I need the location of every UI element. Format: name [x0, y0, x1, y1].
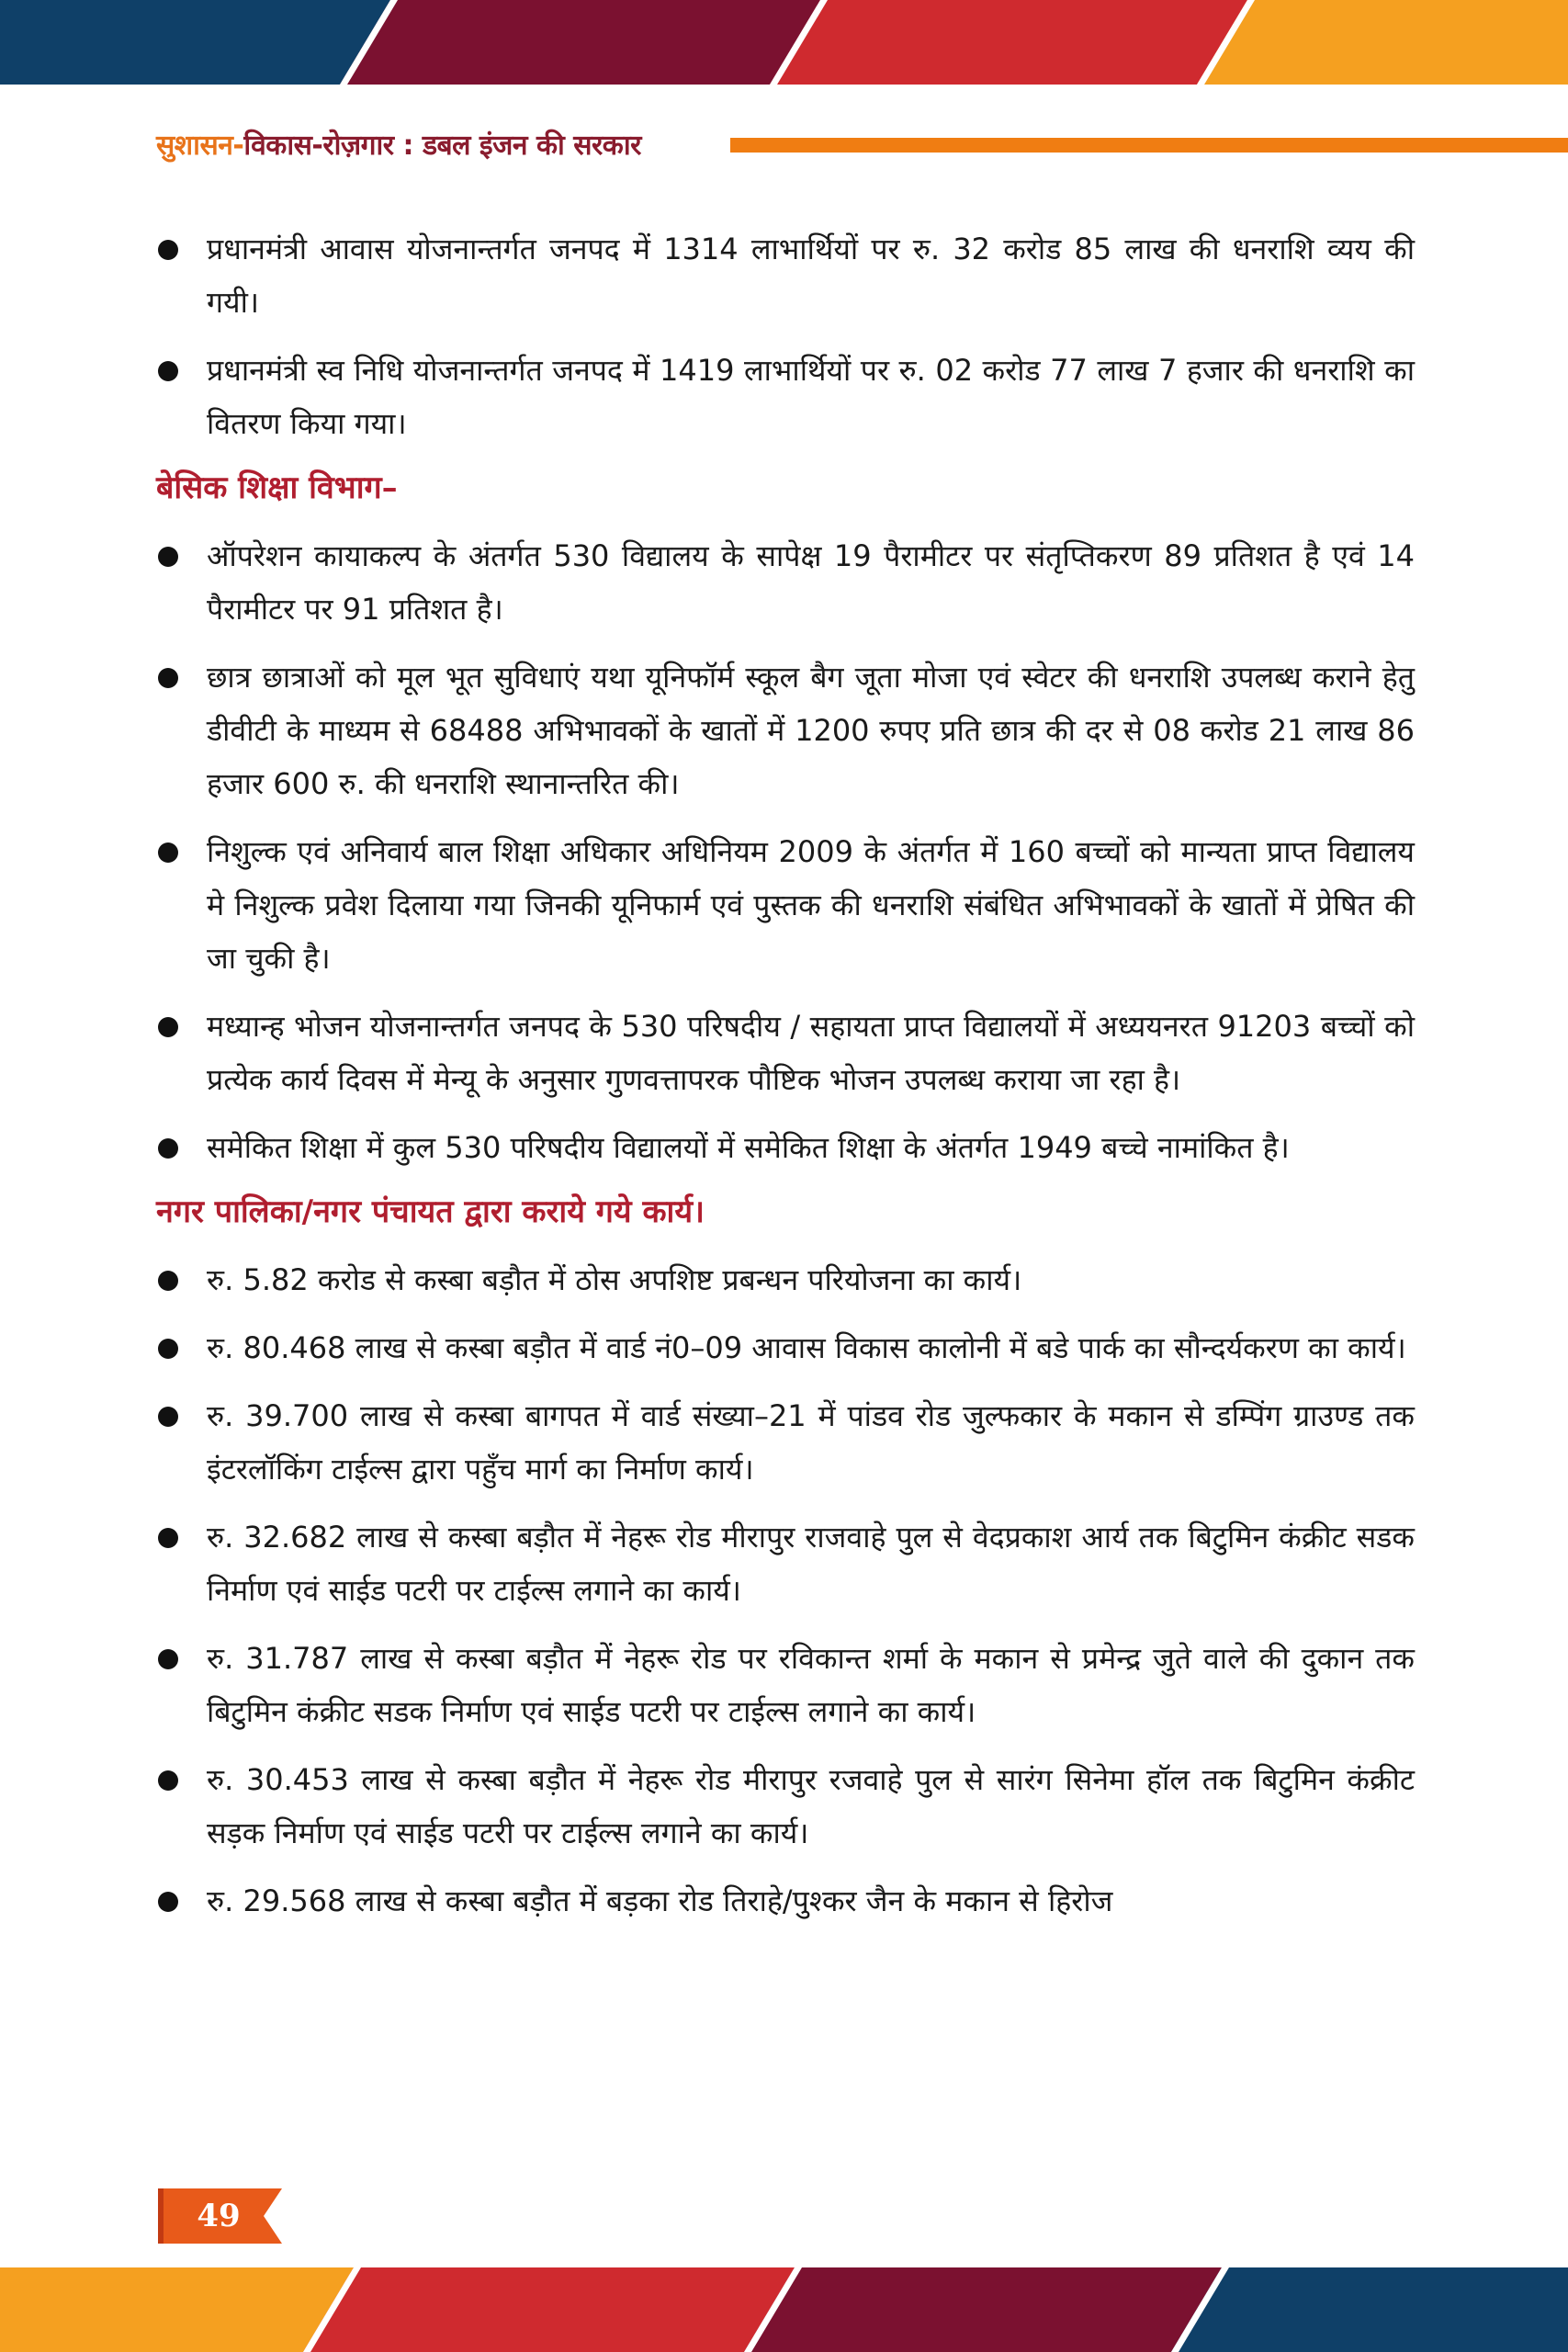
bullet-icon	[158, 1271, 178, 1291]
bottom-band-stripes	[0, 2267, 1568, 2352]
header-title-part1: सुशासन-	[156, 130, 244, 162]
list-item	[156, 650, 1415, 810]
header-title-part3: रोज़गार : डबल इंजन की सरकार	[322, 130, 641, 162]
list-item	[156, 1321, 1415, 1374]
header-title-part2: विकास-	[243, 130, 323, 162]
bullet-icon	[158, 1407, 178, 1427]
list-item-text: रु. 32.682 लाख से कस्बा बड़ौत में नेहरू रोड मीरापुर राजवाहे पुल से वेदप्रकाश आर्य तक बिटुमिन कंक्रीट सडक निर्माण एवं साईड पटरी पर टाईल्स लगाने का कार्य।	[207, 1520, 1415, 1608]
list-item-text: मध्यान्ह भोजन योजनान्तर्गत जनपद के 530 परिषदीय / सहायता प्राप्त विद्यालयों में अध्ययनरत 91203 बच्चों को प्रत्येक कार्य दिवस में मेन्यू के अनुसार गुणवत्तापरक पौष्टिक भोजन उपलब्ध कराया जा रहा है।	[207, 1009, 1415, 1097]
list-item	[156, 222, 1415, 329]
list-item-text: रु. 31.787 लाख से कस्बा बड़ौत में नेहरू रोड पर रविकान्त शर्मा के मकान से प्रमेन्द्र जुते वाले की दुकान तक बिटुमिन कंक्रीट सडक निर्माण एवं साईड पटरी पर टाईल्स लगाने का कार्य।	[207, 1641, 1415, 1729]
list-item	[156, 825, 1415, 985]
section-heading-municipal: नगर पालिका/नगर पंचायत द्वारा कराये गये कार्य।	[156, 1193, 705, 1230]
list-item	[156, 529, 1415, 636]
section-heading-basic-education: बेसिक शिक्षा विभाग–	[156, 469, 398, 506]
bullet-icon	[158, 1892, 178, 1912]
page-number: 49	[197, 2198, 241, 2234]
list-item-text: प्रधानमंत्री स्व निधि योजनान्तर्गत जनपद में 1419 लाभार्थियों पर रु. 02 करोड 77 लाख 7 हजार की धनराशि का वितरण किया गया।	[207, 353, 1415, 441]
list-item-text: रु. 5.82 करोड से कस्बा बड़ौत में ठोस अपशिष्ट प्रबन्धन परियोजना का कार्य।	[207, 1262, 1022, 1297]
bullet-icon	[158, 1138, 178, 1159]
list-item-text: निशुल्क एवं अनिवार्य बाल शिक्षा अधिकार अधिनियम 2009 के अंतर्गत में 160 बच्चों को मान्यता प्राप्त विद्यालय मे निशुल्क प्रवेश दिलाया गया जिनकी यूनिफार्म एवं पुस्तक की धनराशि संबंधित अभिभावकों के खातों में प्रेषित की जा चुकी है।	[207, 834, 1415, 976]
list-item-text: रु. 29.568 लाख से कस्बा बड़ौत में बड़का रोड तिराहे/पुश्कर जैन के मकान से हिरोज	[207, 1883, 1113, 1918]
list-item	[156, 1253, 1415, 1306]
page-number-tab	[158, 2188, 287, 2244]
bullet-icon	[158, 1528, 178, 1548]
list-item-text: समेकित शिक्षा में कुल 530 परिषदीय विद्यालयों में समेकित शिक्षा के अंतर्गत 1949 बच्चे नामांकित है।	[207, 1130, 1290, 1165]
page-content	[156, 222, 1415, 1942]
list-item-text: रु. 80.468 लाख से कस्बा बड़ौत में वार्ड नं0–09 आवास विकास कालोनी में बडे पार्क का सौन्दर्यकरण का कार्य।	[207, 1330, 1406, 1365]
header-title	[156, 127, 641, 165]
top-decorative-band	[0, 0, 1568, 85]
list-item	[156, 1510, 1415, 1617]
list-item	[156, 1389, 1415, 1496]
bullet-icon	[158, 361, 178, 381]
bullet-icon	[158, 1770, 178, 1791]
list-item	[156, 1121, 1415, 1174]
bullet-icon	[158, 240, 178, 260]
list-item-text: ऑपरेशन कायाकल्प के अंतर्गत 530 विद्यालय के सापेक्ष 19 पैरामीटर पर संतृप्तिकरण 89 प्रतिशत है एवं 14 पैरामीटर पर 91 प्रतिशत है।	[207, 538, 1415, 627]
bottom-decorative-band	[0, 2267, 1568, 2352]
bullet-icon	[158, 668, 178, 688]
list-item-text: छात्र छात्राओं को मूल भूत सुविधाएं यथा यूनिफॉर्म स्कूल बैग जूता मोजा एवं स्वेटर की धनराशि उपलब्ध कराने हेतु डीवीटी के माध्यम से 68488 अभिभावकों के खातों में 1200 रुपए प्रति छात्र की दर से 08 करोड 21 लाख 86 हजार 600 रु. की धनराशि स्थानान्तरित की।	[207, 660, 1415, 801]
top-band-stripes	[0, 0, 1568, 85]
list-item-text: प्रधानमंत्री आवास योजनान्तर्गत जनपद में 1314 लाभार्थियों पर रु. 32 करोड 85 लाख की धनराशि व्यय की गयी।	[207, 232, 1415, 320]
list-item	[156, 1000, 1415, 1106]
bullet-icon	[158, 547, 178, 567]
list-item-text: रु. 39.700 लाख से कस्बा बागपत में वार्ड संख्या–21 में पांडव रोड जुल्फकार के मकान से डम्पिंग ग्राउण्ड तक इंटरलॉकिंग टाईल्स द्वारा पहुँच मार्ग का निर्माण कार्य।	[207, 1398, 1415, 1487]
running-header	[156, 127, 1415, 165]
list-item	[156, 1753, 1415, 1860]
bullet-icon	[158, 1017, 178, 1037]
list-item	[156, 344, 1415, 450]
bullet-icon	[158, 842, 178, 863]
list-item	[156, 1632, 1415, 1738]
bullet-icon	[158, 1339, 178, 1359]
list-item-text: रु. 30.453 लाख से कस्बा बड़ौत में नेहरू रोड मीरापुर रजवाहे पुल से सारंग सिनेमा हॉल तक बिटुमिन कंक्रीट सड़क निर्माण एवं साईड पटरी पर टाईल्स लगाने का कार्य।	[207, 1762, 1415, 1850]
list-item	[156, 1874, 1415, 1928]
bullet-icon	[158, 1649, 178, 1669]
header-rule	[730, 138, 1568, 153]
